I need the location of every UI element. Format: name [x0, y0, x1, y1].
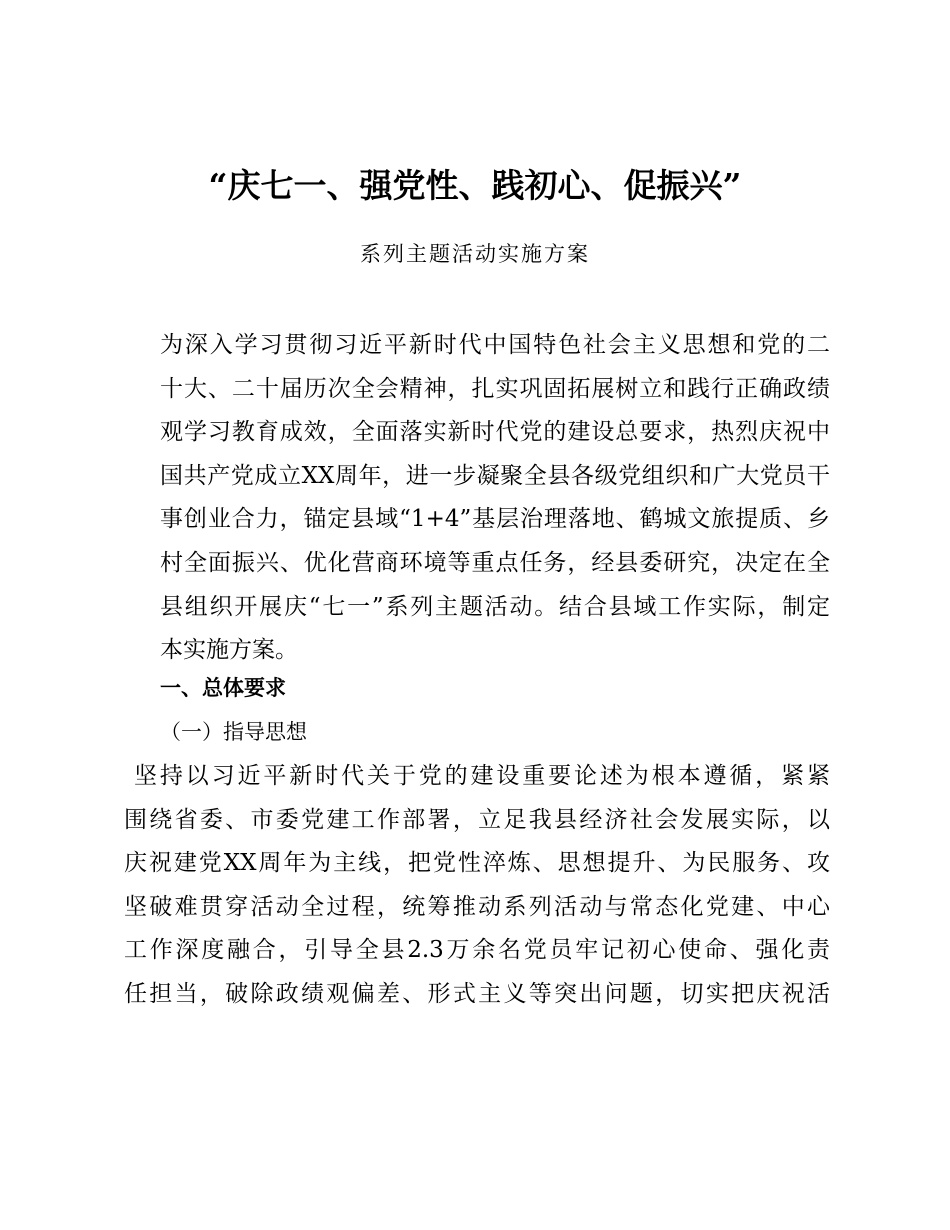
paragraph-line: 坚持以习近平新时代关于党的建设重要论述为根本遵循，紧紧 [134, 763, 830, 789]
paragraph-line: 工作深度融合，引导全县2.3万余名党员牢记初心使命、强化责 [124, 937, 830, 964]
intro-line: 为深入学习贯彻习近平新时代中国特色社会主义思想和党的二 [160, 332, 830, 358]
paragraph-line: 庆祝建党XX周年为主线，把党性淬炼、思想提升、为民服务、攻 [124, 850, 830, 877]
section-heading-general-requirements: 一、总体要求 [160, 676, 286, 700]
subsection-heading-guiding-ideology: （一）指导思想 [160, 720, 307, 744]
intro-line: 县组织开展庆“七一”系列主题活动。结合县域工作实际，制定 [160, 593, 830, 620]
document-subtitle: 系列主题活动实施方案 [360, 242, 590, 266]
guiding-ideology-paragraph [124, 755, 830, 1017]
paragraph-line: 坚破难贯穿活动全过程，统筹推动系列活动与常态化党建、中心 [124, 893, 830, 920]
intro-paragraph [124, 324, 830, 673]
intro-line: 村全面振兴、优化营商环境等重点任务，经县委研究，决定在全 [160, 549, 830, 576]
intro-line: 事创业合力，锚定县域“1+4”基层治理落地、鹤城文旅提质、乡 [160, 506, 830, 533]
intro-line: 十大、二十届历次全会精神，扎实巩固拓展树立和践行正确政绩 [160, 375, 830, 402]
intro-line: 国共产党成立XX周年，进一步凝聚全县各级党组织和广大党员干 [160, 462, 830, 489]
intro-line: 本实施方案。 [160, 637, 298, 664]
intro-line: 观学习教育成效，全面落实新时代党的建设总要求，热烈庆祝中 [160, 419, 830, 446]
paragraph-line: 任担当，破除政绩观偏差、形式主义等突出问题，切实把庆祝活 [124, 980, 830, 1007]
document-title: “庆七一、强党性、践初心、促振兴” [208, 166, 742, 205]
paragraph-line: 围绕省委、市委党建工作部署，立足我县经济社会发展实际，以 [124, 806, 830, 833]
